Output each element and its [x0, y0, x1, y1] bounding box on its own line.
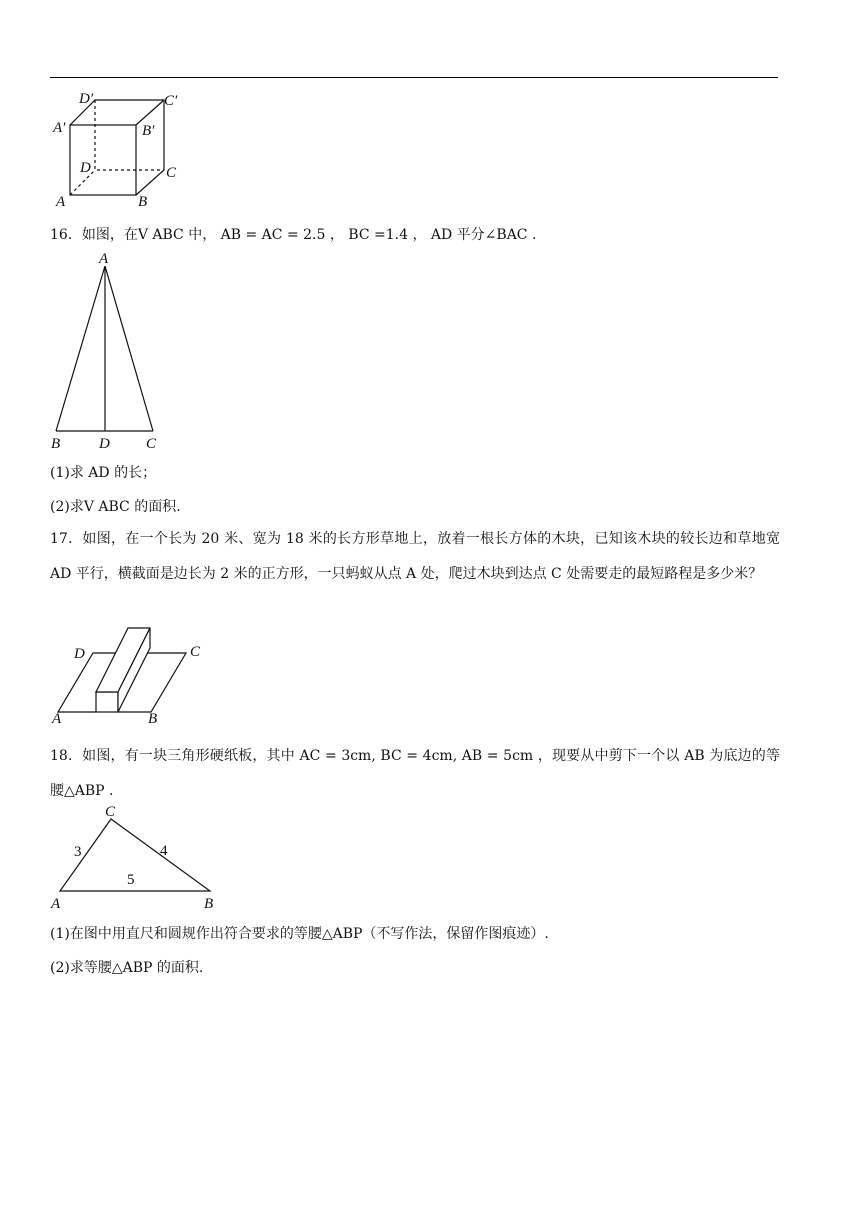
- q18-sub1: (1)在图中用直尺和圆规作出符合要求的等腰△ABP（不写作法，保留作图痕迹）.: [50, 926, 549, 942]
- cube-figure: [50, 88, 200, 210]
- q18-triangle-figure: [48, 800, 223, 912]
- q18-label-b: B: [204, 896, 214, 912]
- q16-label-d: D: [99, 436, 110, 452]
- cube-label-d-prime: D′: [79, 91, 94, 107]
- q18-label-a: A: [51, 896, 61, 912]
- cube-label-a: A: [56, 194, 66, 210]
- q17-label-b: B: [148, 711, 158, 727]
- q18-length-ab: 5: [127, 872, 135, 888]
- q18-length-bc: 4: [160, 843, 168, 859]
- cube-label-a-prime: A′: [53, 120, 66, 136]
- q18-stem: 18．如图，有一块三角形硬纸板，其中 AC = 3cm, BC = 4cm, AB = 5cm ，现要从中剪下一个以 AB 为底边的等腰△ABP .: [50, 748, 780, 799]
- cube-label-c: C: [166, 165, 177, 181]
- q17-label-c: C: [190, 644, 201, 660]
- cube-label-b-prime: B′: [142, 123, 155, 139]
- q18-length-ac: 3: [74, 844, 82, 860]
- q17-field-figure: [48, 625, 208, 729]
- cube-label-c-prime: C′: [164, 93, 178, 109]
- q18-sub2: (2)求等腰△ABP 的面积.: [50, 960, 204, 976]
- q17-stem: 17．如图，在一个长为 20 米、宽为 18 米的长方形草地上，放着一根长方体的木块，已知该木块的较长边和草地宽 AD 平行，横截面是边长为 2 米的正方形，一只蚂蚁从点 A 处，爬过木块到达点 C 处需要走的最短路程是多少米？: [50, 531, 780, 582]
- q16-label-c: C: [146, 436, 157, 452]
- q18-label-c: C: [105, 804, 116, 820]
- header-rule: [50, 77, 778, 78]
- cube-label-b: B: [138, 194, 148, 210]
- q16-sub2: (2)求V ABC 的面积.: [50, 499, 181, 515]
- cube-label-d: D: [80, 160, 91, 176]
- q17-label-a: A: [52, 711, 62, 727]
- q16-label-b: B: [51, 436, 61, 452]
- q16-triangle-figure: [48, 250, 168, 452]
- q16-stem: 16．如图，在V ABC 中， AB = AC = 2.5 ， BC =1.4 ， AD 平分∠BAC .: [50, 227, 537, 243]
- q16-label-a: A: [99, 251, 109, 267]
- q17-label-d: D: [74, 646, 85, 662]
- q16-sub1: (1)求 AD 的长；: [50, 465, 157, 481]
